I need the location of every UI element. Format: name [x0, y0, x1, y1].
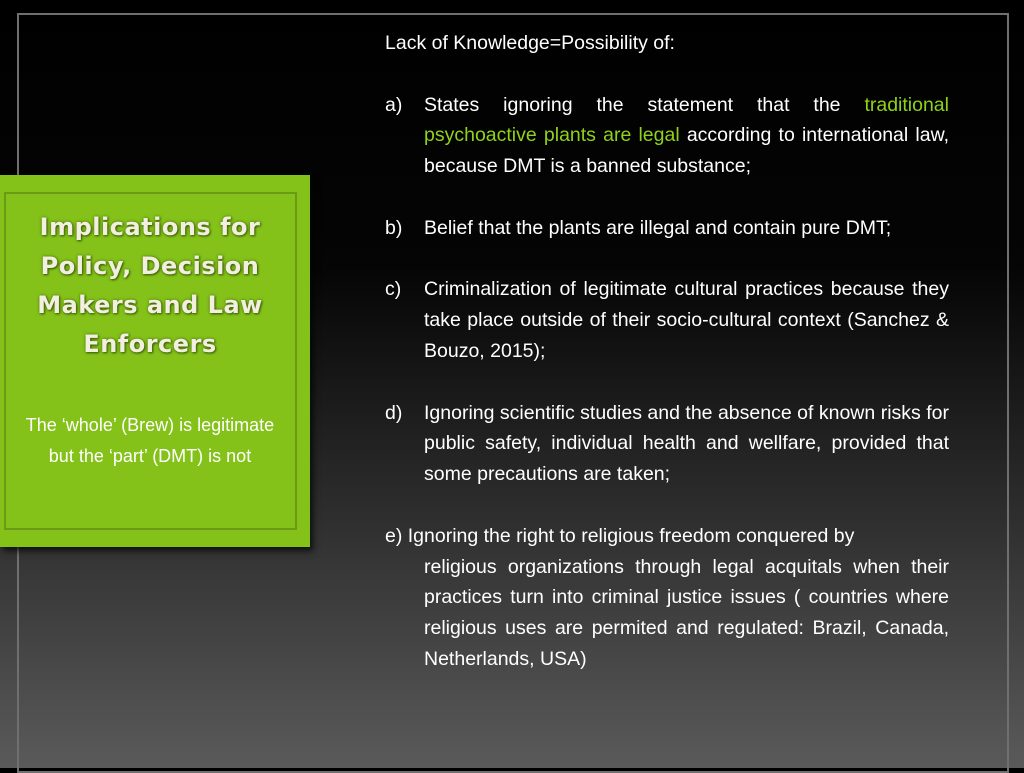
list-item-text: Ignoring scientific studies and the absence of known risks for public safety, individual health and wellfare, provided that some precautions are taken;: [424, 401, 949, 486]
list-item-text: Belief that the plants are illegal and contain pure DMT;: [424, 216, 892, 239]
list-item-text: Criminalization of legitimate cultural practices because they take place outside of their socio-cultural context (Sanchez & Bouzo, 2015);: [424, 278, 949, 362]
list-marker: a): [385, 93, 403, 116]
list-item-d: [385, 398, 949, 490]
list-item-body: [385, 90, 949, 182]
list-marker: d): [385, 401, 403, 424]
main-content: [385, 28, 949, 706]
sidebar-subtitle: The ‘whole’ (Brew) is legitimate but the ‘part’ (DMT) is not: [25, 415, 275, 466]
list-item-c: [385, 274, 949, 366]
intro-text: Lack of Knowledge=Possibility of:: [385, 32, 675, 54]
list-item-text: religious organizations through legal acquitals when their practices turn into criminal justice issues ( countries where religious uses are permited and regulated: Brazil, Canada, Netherlands, USA): [424, 555, 949, 670]
list-item-b: [385, 213, 949, 244]
list-item-text: States ignoring the statement that the: [424, 93, 865, 116]
list-item-a: [385, 90, 949, 182]
sidebar-title: Implications for Policy, Decision Makers and Law Enforcers: [37, 213, 263, 358]
highlighted-text: traditional psychoactive plants are legal: [424, 93, 949, 147]
list-item-text: according to international law, because DMT is a banned substance;: [424, 124, 949, 178]
list-item-body: [385, 521, 949, 675]
list-marker: b): [385, 216, 403, 239]
list-marker: c): [385, 278, 402, 301]
list-item-first-line: e) Ignoring the right to religious freedom conquered by: [385, 524, 855, 547]
list-item-e: [385, 521, 949, 675]
